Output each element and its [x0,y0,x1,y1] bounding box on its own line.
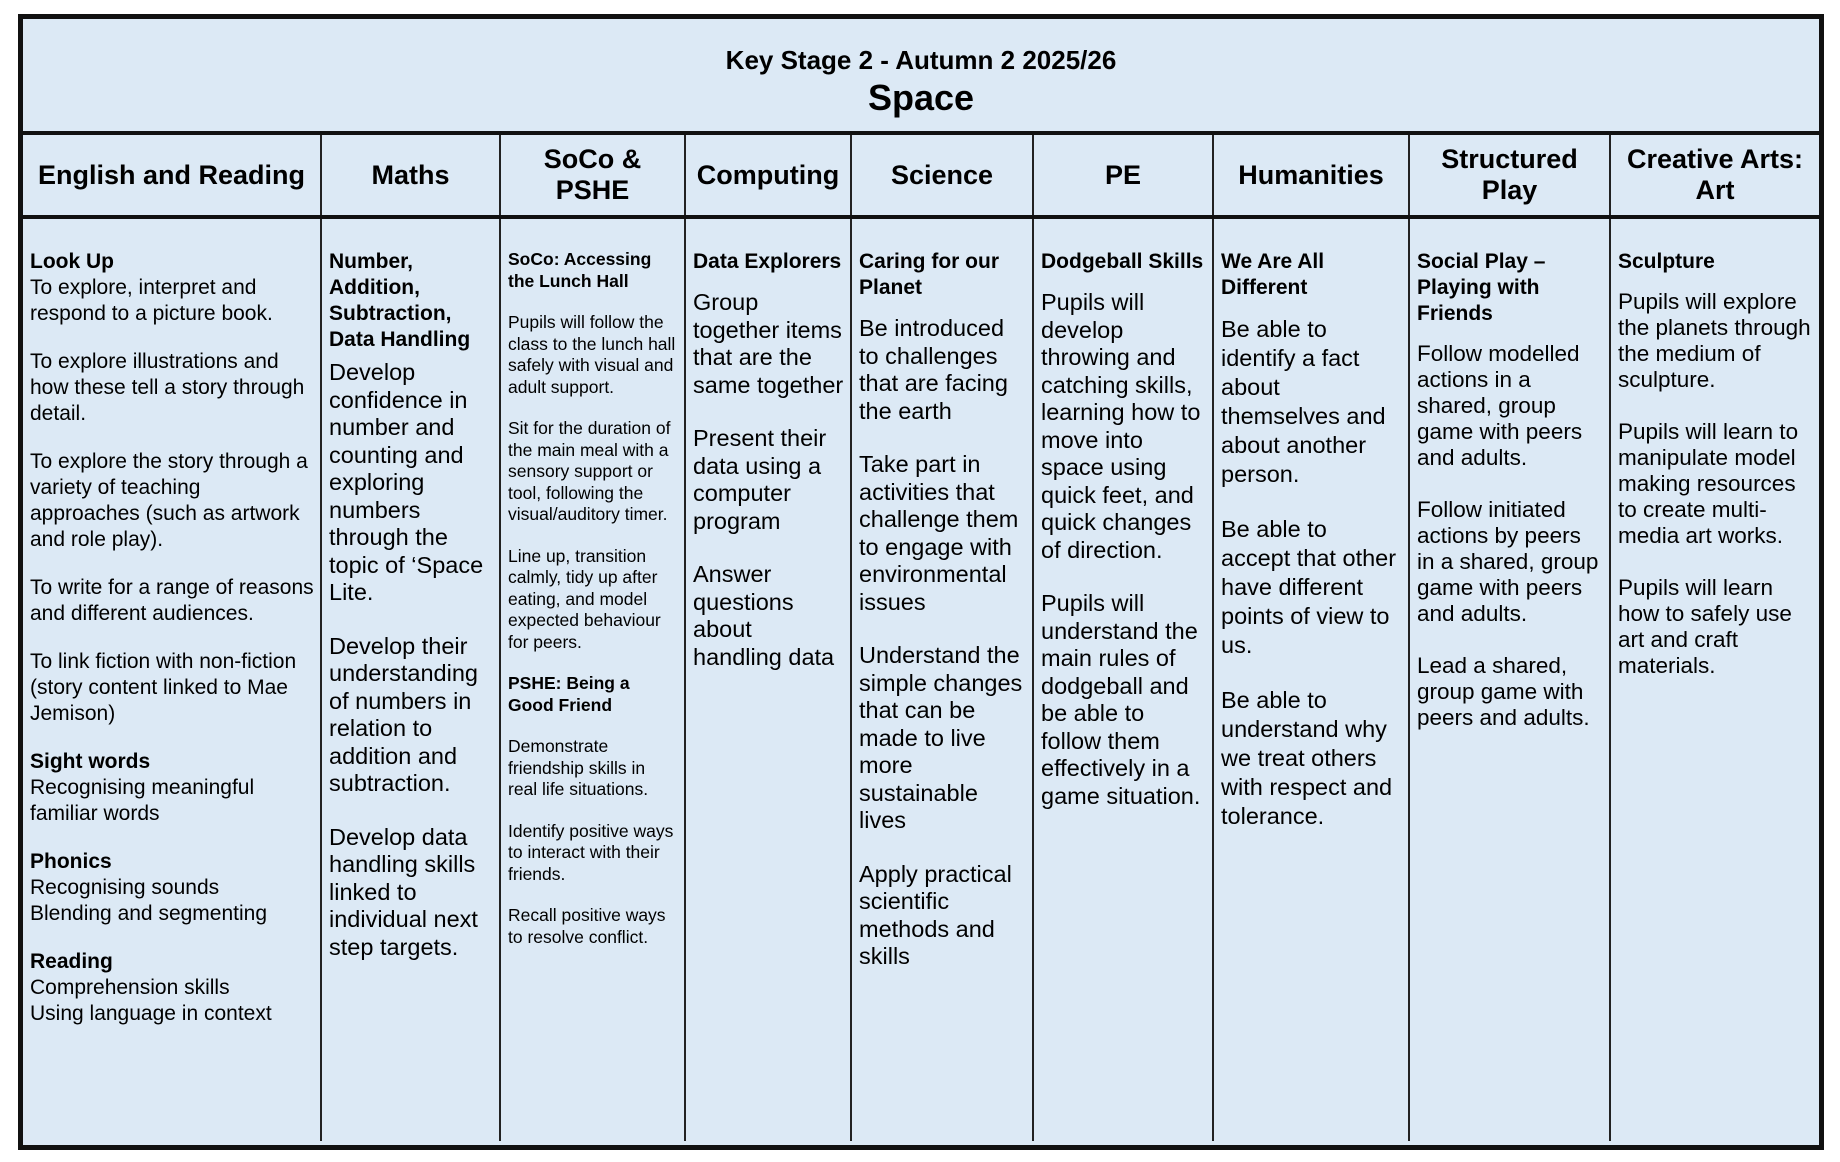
english-line: Using language in context [30,1002,272,1025]
english-line: To write for a range of reasons and different audiences. [30,576,314,625]
pe-point: Pupils will develop throwing and catching skills, learning how to move into space using quick feet, and quick changes of direction. [1041,289,1201,563]
english-line: Recognising sounds [30,876,220,899]
english-line: Blending and segmenting [30,902,268,925]
maths-point: Develop their understanding of numbers in relation to addition and subtraction. [329,632,478,796]
english-block-title: Phonics [30,850,112,873]
cell-english [23,217,321,1141]
heading-maths: Maths [321,135,500,217]
cell-art [1610,217,1819,1141]
art-point: Pupils will learn to manipulate model making resources to create multi-media art works. [1618,419,1799,548]
pe-point: Pupils will understand the main rules of dodgeball and be able to follow them effectively in a game situation. [1041,590,1201,809]
english-line: To explore, interpret and respond to a picture book. [30,276,273,325]
maths-point: Develop confidence in number and counting and exploring numbers through the topic of ‘Space Lite. [329,359,484,605]
subject-table [23,135,1819,1141]
heading-computing: Computing [685,135,851,217]
cell-computing [685,217,851,1141]
page-title: Space [867,77,975,118]
computing-point: Group together items that are the same together [693,289,844,398]
play-point: Follow initiated actions by peers in a shared, group game with peers and adults. [1417,497,1599,626]
cell-science [851,217,1033,1141]
english-line: To explore illustrations and how these tell a story through detail. [30,350,305,425]
english-line: To explore the story through a variety of teaching approaches (such as artwork and role play). [30,450,308,551]
heading-art: Creative Arts: Art [1610,135,1819,217]
pshe-title: PSHE: Being a Good Friend [508,673,630,715]
cell-structured-play [1409,217,1610,1141]
soco-point: Sit for the duration of the main meal with a sensory support or tool, following the visual/auditory timer. [508,418,671,524]
science-title: Caring for our Planet [859,250,999,299]
play-title: Social Play – Playing with Friends [1417,250,1546,325]
art-point: Pupils will explore the planets through the medium of sculpture. [1618,289,1811,392]
subject-header-row [23,135,1819,217]
play-point: Lead a shared, group game with peers and adults. [1417,653,1590,730]
maths-point: Develop data handling skills linked to individual next step targets. [329,823,478,960]
maths-title: Number, Addition, Subtraction, Data Handling [329,250,471,351]
pshe-point: Recall positive ways to resolve conflict. [508,905,666,947]
cell-soco-pshe [500,217,685,1141]
heading-pe: PE [1033,135,1213,217]
heading-english: English and Reading [23,135,321,217]
pshe-point: Demonstrate friendship skills in real life situations. [508,736,649,799]
heading-science: Science [851,135,1033,217]
art-title: Sculpture [1618,250,1715,273]
science-point: Be introduced to challenges that are facing the earth [859,315,1008,424]
pe-title: Dodgeball Skills [1041,250,1204,273]
play-point: Follow modelled actions in a shared, group game with peers and adults. [1417,341,1583,470]
heading-humanities: Humanities [1213,135,1409,217]
humanities-point: Be able to accept that other have different points of view to us. [1221,516,1397,658]
english-line: Recognising meaningful familiar words [30,776,255,825]
pshe-point: Identify positive ways to interact with their friends. [508,820,674,884]
science-point: Understand the simple changes that can be made to live more sustainable lives [859,642,1023,833]
english-block-title: Reading [30,950,113,973]
english-block-title: Sight words [30,750,151,773]
computing-title: Data Explorers [693,250,842,273]
page-header [23,19,1819,135]
cell-maths [321,217,500,1141]
soco-title: SoCo: Accessing the Lunch Hall [508,249,652,291]
english-line: Comprehension skills [30,976,230,999]
cell-pe [1033,217,1213,1141]
humanities-title: We Are All Different [1221,250,1325,299]
computing-point: Answer questions about handling data [693,561,835,670]
page-subtitle: Key Stage 2 - Autumn 2 2025/26 [725,45,1117,75]
subject-content-row [23,217,1819,1141]
art-point: Pupils will learn how to safely use art and craft materials. [1618,575,1792,678]
cell-humanities [1213,217,1409,1141]
humanities-point: Be able to understand why we treat others with respect and tolerance. [1221,687,1393,829]
soco-point: Line up, transition calmly, tidy up after eating, and model expected behaviour for peers. [508,545,661,652]
english-line: To link fiction with non-fiction (story content linked to Mae Jemison) [30,650,297,725]
science-point: Take part in activities that challenge them to engage with environmental issues [859,451,1019,615]
soco-point: Pupils will follow the class to the lunch hall safely with visual and adult support. [508,312,676,397]
science-point: Apply practical scientific methods and skills [859,860,1012,969]
curriculum-overview [18,14,1824,1150]
heading-structured-play: Structured Play [1409,135,1610,217]
humanities-point: Be able to identify a fact about themselves and about another person. [1221,316,1386,487]
heading-soco-pshe: SoCo & PSHE [500,135,685,217]
computing-point: Present their data using a computer program [693,425,827,534]
english-block-title: Look Up [30,250,114,273]
